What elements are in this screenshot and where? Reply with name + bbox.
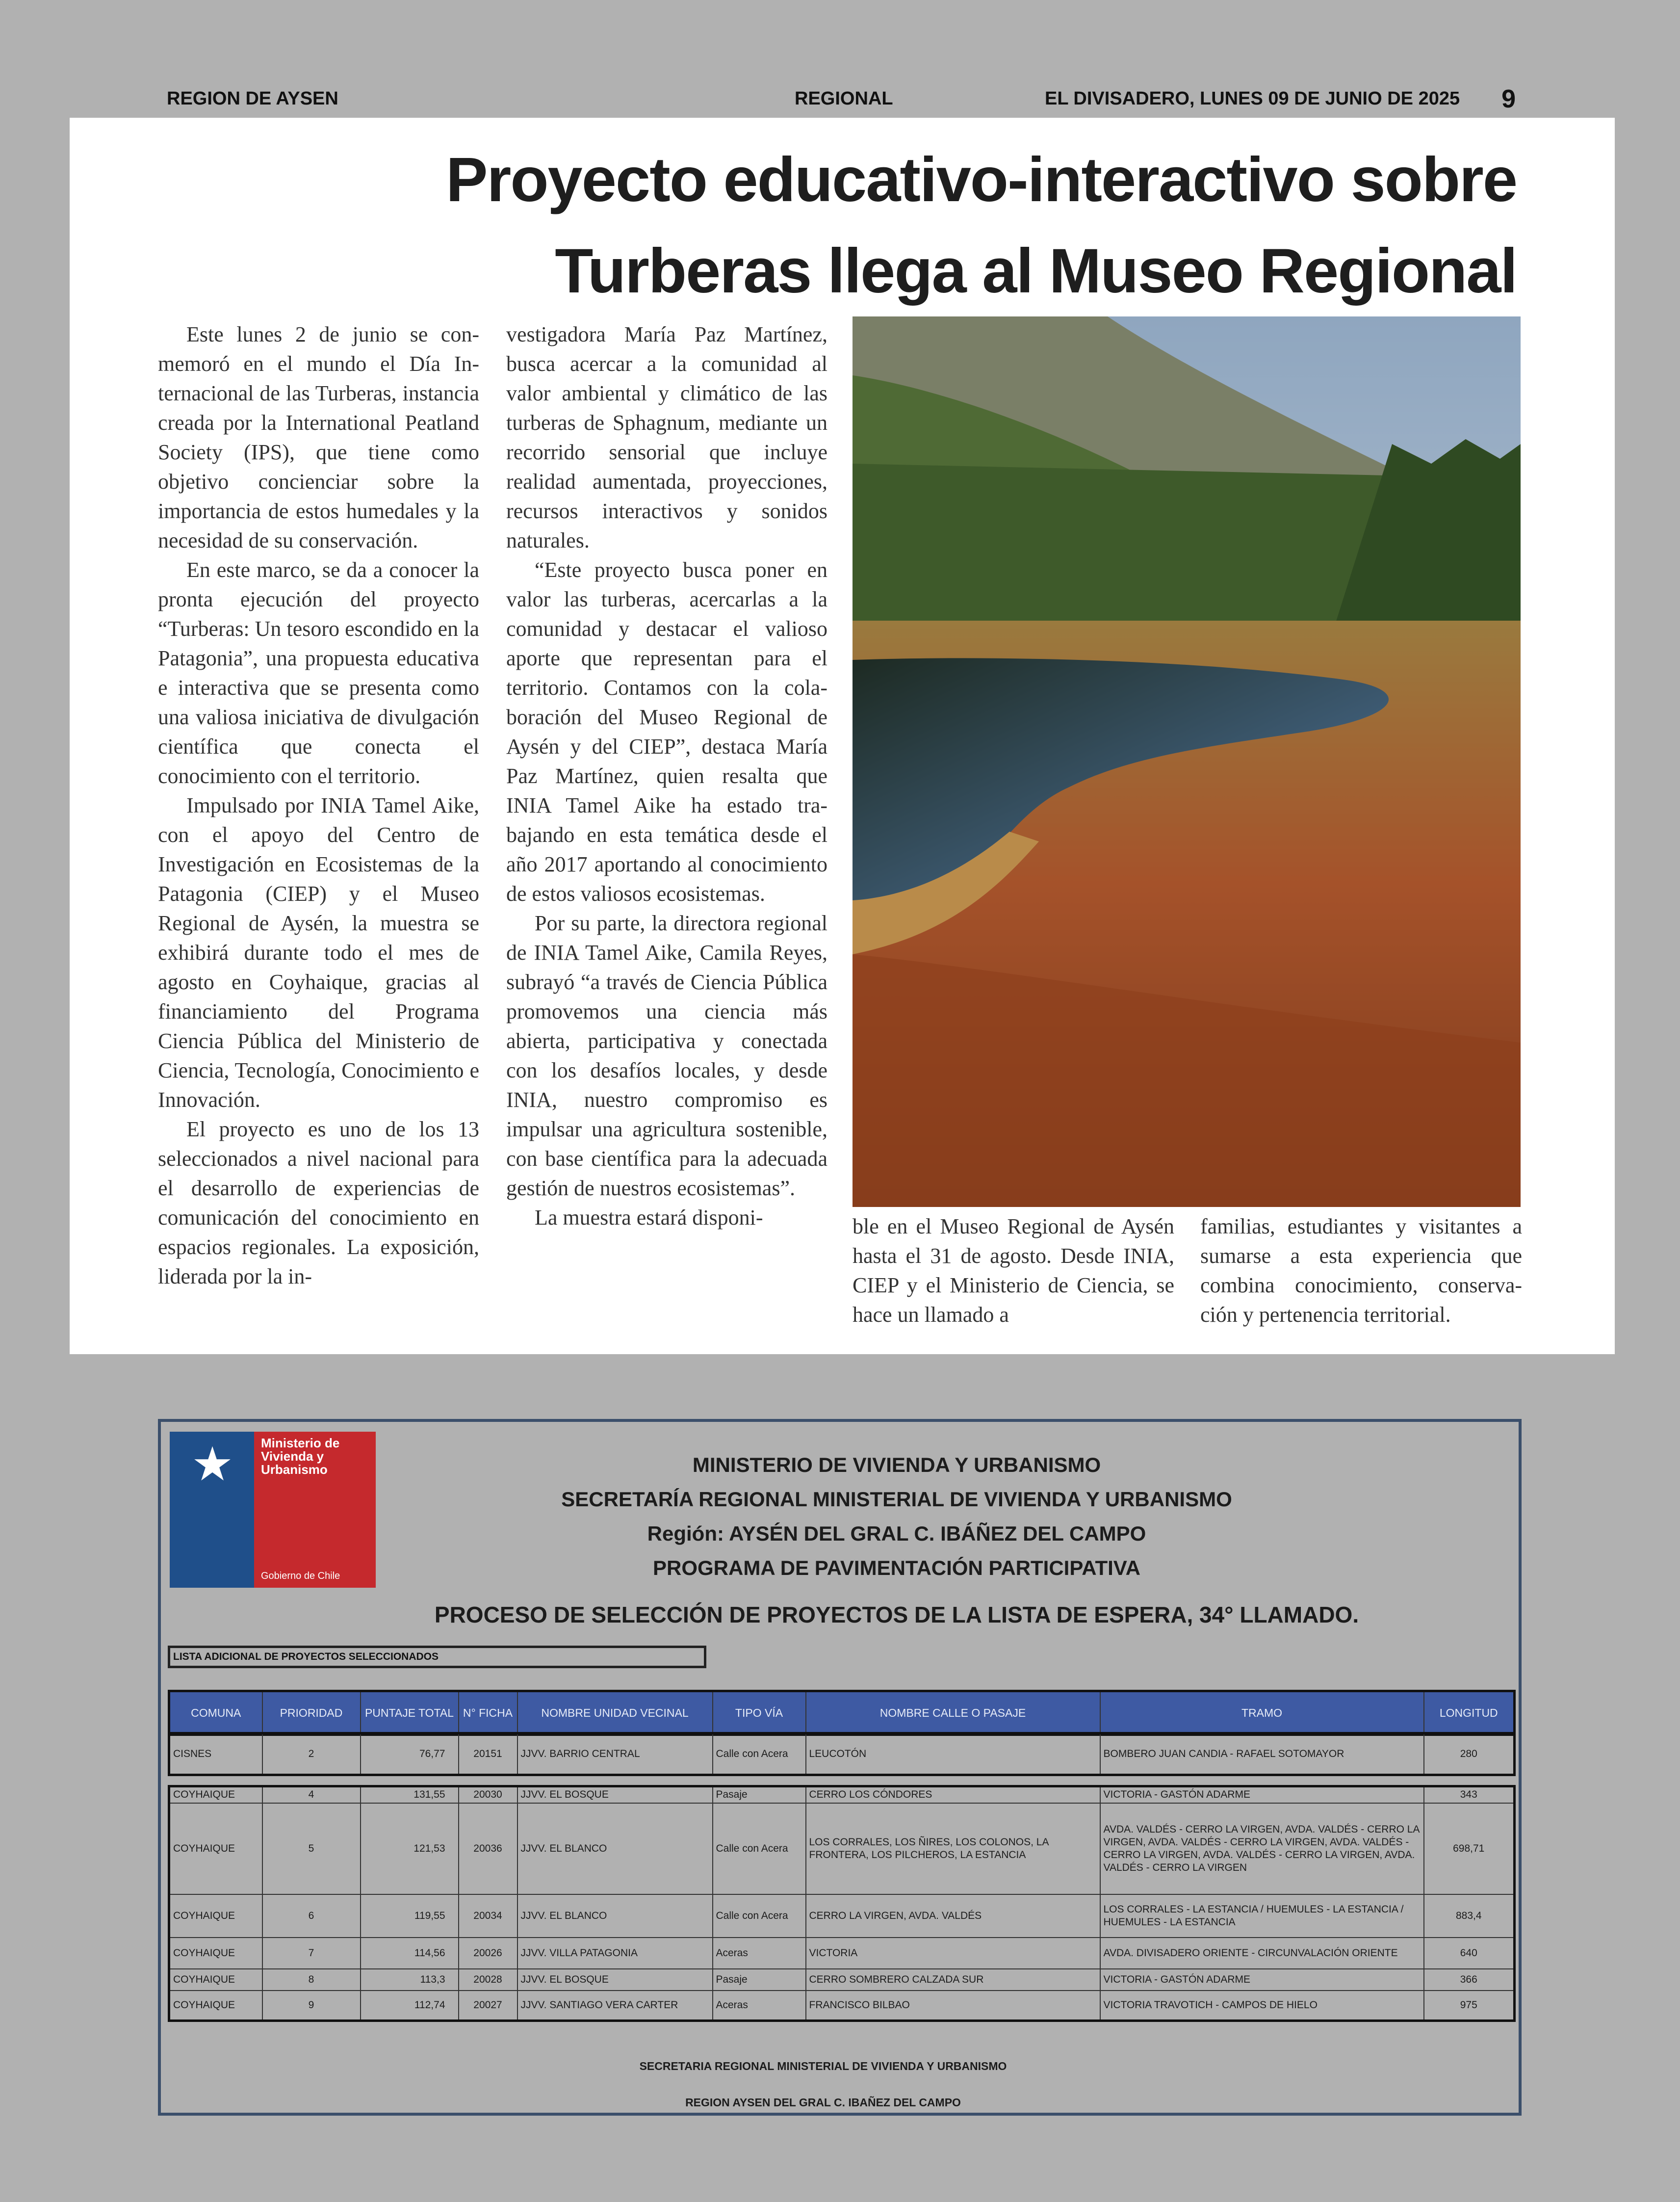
paragraph: En este marco, se da a conocer la pronta ejecución del proyecto “Turberas: Un tesoro escondido en la Patagonia”, una propuesta educativa e interactiva que se presenta como una valiosa iniciativa de divulgación científica que conecta el conocimiento con el territorio. (158, 558, 479, 788)
cell-unidad-vecinal: JJVV. EL BLANCO (517, 1894, 713, 1938)
table-row (169, 1969, 1515, 1991)
header-row (169, 1691, 1515, 1735)
cell-longitud: 366 (1424, 1969, 1515, 1991)
cell-longitud: 640 (1424, 1938, 1515, 1969)
minvu-logo (170, 1432, 376, 1588)
cell-longitud: 280 (1424, 1733, 1515, 1775)
logo-text: Vivienda y (261, 1449, 324, 1464)
cell-unidad-vecinal: JJVV. SANTIAGO VERA CARTER (517, 1991, 713, 2021)
cell-puntaje: 121,53 (361, 1803, 459, 1894)
column-header: LONGITUD (1424, 1691, 1515, 1735)
cell-tipo-via: Aceras (713, 1991, 806, 2021)
paragraph: “Este proyecto busca poner en valor las turberas, acercarlas a la comunidad y destacar el valioso aporte que representan para el territorio. Contamos con la colaboración del Museo Regional de Aysén y del CIEP”, destaca María Paz Martínez, quien resalta que INIA Tamel Aike ha estado trabajando en esta temática desde el año 2017 aportando al conocimiento de estos valiosos ecosistemas. (506, 558, 827, 906)
cell-puntaje: 131,55 (361, 1786, 459, 1803)
cell-longitud: 975 (1424, 1991, 1515, 2021)
notice-process: PROCESO DE SELECCIÓN DE PROYECTOS DE LA LISTA DE ESPERA, 34° LLAMADO. (434, 1602, 1359, 1627)
logo-footer: Gobierno de Chile (261, 1571, 340, 1581)
cell-prioridad: 2 (262, 1733, 361, 1775)
cell-unidad-vecinal: JJVV. EL BOSQUE (517, 1969, 713, 1991)
cell-tramo: AVDA. DIVISADERO ORIENTE - CIRCUNVALACIÓN ORIENTE (1100, 1938, 1424, 1969)
cell-calle: CERRO LOS CÓNDORES (806, 1786, 1100, 1803)
paragraph: La muestra estará disponi- (535, 1206, 763, 1230)
cell-prioridad: 4 (262, 1786, 361, 1803)
cell-calle: FRANCISCO BILBAO (806, 1991, 1100, 2021)
cell-puntaje: 112,74 (361, 1991, 459, 2021)
notice-program: PROGRAMA DE PAVIMENTACIÓN PARTICIPATIVA (653, 1556, 1140, 1579)
paragraph: Impulsado por INIA Tamel Aike, con el apoyo del Centro de Investigación en Ecosistemas de la Patagonia (CIEP) y el Museo Regional de Aysén, la muestra se exhibirá durante todo el mes de agosto en Coyhaique, gracias al financiamiento del Programa Ciencia Pública del Ministerio de Ciencia, Tecnología, Conocimiento e Innovación. (158, 793, 479, 1112)
table-row (169, 1803, 1515, 1894)
cell-comuna: COYHAIQUE (169, 1991, 262, 2021)
article-column-2 (506, 320, 827, 1232)
headline (192, 134, 1517, 317)
headline-line-1: Proyecto educativo-interactivo sobre (446, 145, 1517, 215)
cell-comuna: COYHAIQUE (169, 1803, 262, 1894)
column-header: COMUNA (169, 1691, 262, 1735)
notice-footer-1: SECRETARIA REGIONAL MINISTERIAL DE VIVIENDA Y URBANISMO (639, 2060, 1007, 2072)
cell-tipo-via: Aceras (713, 1938, 806, 1969)
cell-unidad-vecinal: JJVV. EL BOSQUE (517, 1786, 713, 1803)
cell-longitud: 883,4 (1424, 1894, 1515, 1938)
column-header: PRIORIDAD (262, 1691, 361, 1735)
column-header: TRAMO (1100, 1691, 1424, 1735)
column-header: TIPO VÍA (713, 1691, 806, 1735)
article-column-1 (158, 320, 479, 1291)
cell-tipo-via: Calle con Acera (713, 1733, 806, 1775)
official-notice (158, 1419, 1522, 2116)
paragraph: El proyecto es uno de los 13 seleccionados a nivel nacional para el desarrollo de experiencias de comunicación del conocimiento en espacios regionales. La exposición, liderada por la in- (158, 1117, 479, 1288)
cell-prioridad: 6 (262, 1894, 361, 1938)
notice-footer-2: REGION AYSEN DEL GRAL C. IBAÑEZ DEL CAMPO (685, 2096, 961, 2109)
cell-ficha: 20027 (459, 1991, 517, 2021)
cell-calle: CERRO SOMBRERO CALZADA SUR (806, 1969, 1100, 1991)
cell-tipo-via: Calle con Acera (713, 1894, 806, 1938)
paragraph: ble en el Museo Regional de Aysén hasta el 31 de agosto. Desde INIA, CIEP y el Ministerio de Ciencia, se hace un llamado a (853, 1214, 1174, 1327)
cell-tipo-via: Calle con Acera (713, 1803, 806, 1894)
paragraph: familias, estudiantes y visitantes a sumarse a esta experiencia que combina conocimiento, conservación y pertenencia territorial. (1200, 1214, 1522, 1327)
cell-calle: LOS CORRALES, LOS ÑIRES, LOS COLONOS, LA FRONTERA, LOS PILCHEROS, LA ESTANCIA (806, 1803, 1100, 1894)
cell-ficha: 20028 (459, 1969, 517, 1991)
peatland-photo (853, 316, 1521, 1207)
cell-prioridad: 8 (262, 1969, 361, 1991)
table-row (169, 1894, 1515, 1938)
cell-calle: VICTORIA (806, 1938, 1100, 1969)
table-header (168, 1690, 1516, 1736)
cell-ficha: 20026 (459, 1938, 517, 1969)
edition-dateline: EL DIVISADERO, LUNES 09 DE JUNIO DE 2025 (1045, 88, 1460, 109)
cell-tramo: AVDA. VALDÉS - CERRO LA VIRGEN, AVDA. VALDÉS - CERRO LA VIRGEN, AVDA. VALDÉS - CERRO LA VIRGEN, AVDA. VALDÉS - CERRO LA VIRGEN, AVDA. VALDÉS - CERRO LA VIRGEN, AVDA. VALDÉS - CERRO LA VIRGEN (1100, 1803, 1424, 1894)
notice-region: Región: AYSÉN DEL GRAL C. IBÁÑEZ DEL CAMPO (647, 1522, 1146, 1545)
logo-text: Ministerio de (261, 1436, 340, 1450)
column-header: NOMBRE UNIDAD VECINAL (517, 1691, 713, 1735)
cell-prioridad: 7 (262, 1938, 361, 1969)
cell-puntaje: 114,56 (361, 1938, 459, 1969)
table-group-2 (168, 1785, 1516, 2022)
cell-ficha: 20030 (459, 1786, 517, 1803)
cell-tipo-via: Pasaje (713, 1969, 806, 1991)
notice-title: MINISTERIO DE VIVIENDA Y URBANISMO (692, 1453, 1101, 1476)
cell-longitud: 698,71 (1424, 1803, 1515, 1894)
cell-tramo: VICTORIA TRAVOTICH - CAMPOS DE HIELO (1100, 1991, 1424, 2021)
table-row (169, 1786, 1515, 1803)
photo-illustration (853, 316, 1521, 1207)
cell-calle: CERRO LA VIRGEN, AVDA. VALDÉS (806, 1894, 1100, 1938)
column-header: N° FICHA (459, 1691, 517, 1735)
cell-tramo: VICTORIA - GASTÓN ADARME (1100, 1786, 1424, 1803)
cell-comuna: COYHAIQUE (169, 1786, 262, 1803)
cell-unidad-vecinal: JJVV. BARRIO CENTRAL (517, 1733, 713, 1775)
cell-unidad-vecinal: JJVV. EL BLANCO (517, 1803, 713, 1894)
table-row (169, 1938, 1515, 1969)
table-group-1 (168, 1732, 1516, 1776)
table-row (169, 1733, 1515, 1775)
cell-puntaje: 113,3 (361, 1969, 459, 1991)
column-header: PUNTAJE TOTAL (361, 1691, 459, 1735)
notice-subtitle: SECRETARÍA REGIONAL MINISTERIAL DE VIVIENDA Y URBANISMO (561, 1488, 1232, 1511)
list-label: LISTA ADICIONAL DE PROYECTOS SELECCIONADOS (168, 1646, 706, 1668)
cell-comuna: COYHAIQUE (169, 1938, 262, 1969)
cell-tramo: LOS CORRALES - LA ESTANCIA / HUEMULES - LA ESTANCIA / HUEMULES - LA ESTANCIA (1100, 1894, 1424, 1938)
cell-unidad-vecinal: JJVV. VILLA PATAGONIA (517, 1938, 713, 1969)
article-column-3 (853, 1212, 1174, 1330)
cell-tramo: VICTORIA - GASTÓN ADARME (1100, 1969, 1424, 1991)
cell-ficha: 20036 (459, 1803, 517, 1894)
cell-calle: LEUCOTÓN (806, 1733, 1100, 1775)
cell-ficha: 20034 (459, 1894, 517, 1938)
paragraph: Por su parte, la directora regional de INIA Tamel Aike, Camila Reyes, subrayó “a través de Ciencia Pública promovemos una ciencia más abierta, participativa y conectada con los desafíos locales, y desde INIA, nuestro compromiso es impulsar una agricultura sostenible, con base científica para la adecuada gestión de nuestros ecosistemas”. (506, 911, 827, 1200)
section-label: REGION DE AYSEN (167, 88, 338, 109)
cell-comuna: COYHAIQUE (169, 1969, 262, 1991)
page-number: 9 (1501, 85, 1516, 113)
cell-comuna: COYHAIQUE (169, 1894, 262, 1938)
coat-of-arms-icon: ★ (191, 1437, 234, 1492)
article (70, 118, 1615, 1354)
cell-puntaje: 119,55 (361, 1894, 459, 1938)
headline-line-2: Turberas llega al Museo Regional (555, 236, 1517, 306)
paragraph: vestigadora María Paz Martínez, busca acercar a la comunidad al valor ambiental y climático de las turberas de Sphagnum, mediante un recorrido sensorial que incluye realidad aumentada, proyecciones, recursos interactivos y sonidos naturales. (506, 322, 827, 552)
article-column-4 (1200, 1212, 1522, 1330)
logo-text: Urbanismo (261, 1462, 328, 1477)
page-header (157, 84, 1521, 121)
category-label: REGIONAL (795, 88, 893, 109)
cell-puntaje: 76,77 (361, 1733, 459, 1775)
table-row (169, 1991, 1515, 2021)
cell-comuna: CISNES (169, 1733, 262, 1775)
column-header: NOMBRE CALLE O PASAJE (806, 1691, 1100, 1735)
cell-prioridad: 5 (262, 1803, 361, 1894)
cell-prioridad: 9 (262, 1991, 361, 2021)
cell-tramo: BOMBERO JUAN CANDIA - RAFAEL SOTOMAYOR (1100, 1733, 1424, 1775)
paragraph: Este lunes 2 de junio se conmemoró en el mundo el Día Internacional de las Turberas, instancia creada por la International Peatland Society (IPS), que tiene como objetivo concienciar sobre la importancia de estos humedales y la necesidad de su conservación. (158, 322, 479, 552)
cell-ficha: 20151 (459, 1733, 517, 1775)
cell-longitud: 343 (1424, 1786, 1515, 1803)
cell-tipo-via: Pasaje (713, 1786, 806, 1803)
